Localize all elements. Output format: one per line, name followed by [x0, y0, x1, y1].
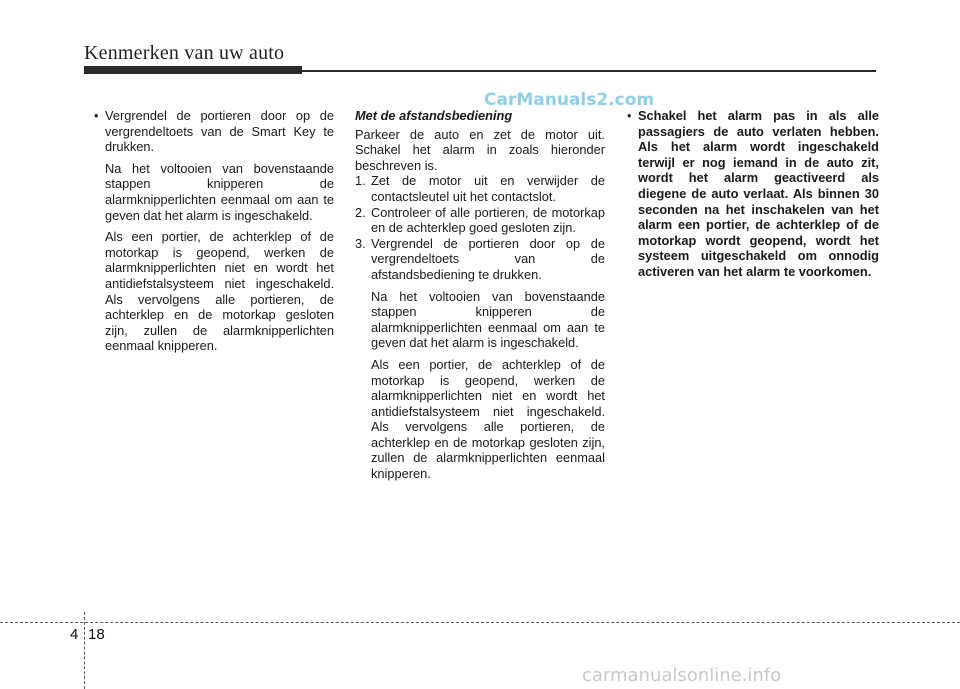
- step-number: 2.: [355, 204, 366, 220]
- page-header-title: Kenmerken van uw auto: [84, 42, 285, 64]
- paragraph: Als een portier, de achterklep of de motorkap is geopend, werken de alarmknipperlichten niet en wordt het antidiefstalsysteem niet ingeschakeld. Als vervolgens alle portieren, de achterklep en de motorkap gesloten zijn, zullen de alarmknipperlichten eenmaal knipperen.: [371, 356, 605, 482]
- bullet-mark: •: [94, 108, 99, 123]
- paragraph: Als een portier, de achterklep of de motorkap is geopend, werken de alarmknipperlichten niet en wordt het antidiefstalsysteem niet ingeschakeld. Als vervolgens alle portieren, de achterklep en de motorkap gesloten zijn, zullen de alarmknipperlichten eenmaal knipperen.: [105, 229, 334, 354]
- step-text: Vergrendel de portieren door op de vergrendeltoets van de afstandsbediening te drukken.: [371, 235, 605, 282]
- step-item: [355, 236, 605, 283]
- column-1: [94, 108, 334, 354]
- bullet-text: Schakel het alarm pas in als alle passagiers de auto verlaten hebben. Als het alarm wordt ingeschakeld terwijl er nog iemand in de auto zit, wordt het alarm geactiveerd als diegene de auto verlaat. Als binnen 30 seconden na het inschakelen van het alarm een portier, de achterklep of de motorkap wordt geopend, wordt het systeem uitgeschakeld om onnodig activeren van het alarm te voorkomen.: [638, 108, 879, 279]
- step-text: Zet de motor uit en verwijder de contactsleutel uit het contactslot.: [371, 173, 605, 204]
- footer-divider: [84, 612, 85, 689]
- header-rule-thin: [302, 70, 876, 72]
- column-3: [627, 108, 879, 280]
- chapter-number: 4: [70, 626, 79, 643]
- section-heading: Met de afstandsbediening: [355, 108, 513, 123]
- bullet-item: [94, 108, 334, 155]
- paragraph: Na het voltooien van bovenstaande stappen knipperen de alarmknipperlichten eenmaal om aan te geven dat het alarm is ingeschakeld.: [105, 160, 334, 223]
- step-item: [355, 173, 605, 204]
- intro-paragraph: Parkeer de auto en zet de motor uit. Schakel het alarm in zoals hieronder beschreven is.: [355, 126, 605, 173]
- step-item: [355, 205, 605, 236]
- bullet-text: Vergrendel de portieren door op de vergrendeltoets van de Smart Key te drukken.: [105, 108, 334, 155]
- header-rule-thick: [84, 66, 302, 74]
- footer-rule: [0, 622, 960, 623]
- watermark-bottom: carmanualsonline.info: [582, 665, 782, 686]
- paragraph: Na het voltooien van bovenstaande stappen knipperen de alarmknipperlichten eenmaal om aan te geven dat het alarm is ingeschakeld.: [371, 288, 605, 351]
- step-text: Controleer of alle portieren, de motorkap en de achterklep goed gesloten zijn.: [371, 204, 605, 236]
- page-number: 18: [88, 626, 105, 643]
- bullet-mark: •: [627, 108, 632, 123]
- step-number: 3.: [355, 235, 366, 251]
- bullet-item: [627, 108, 879, 280]
- watermark-top: CarManuals2.com: [484, 90, 655, 110]
- column-2: [355, 108, 605, 482]
- step-number: 1.: [355, 173, 366, 189]
